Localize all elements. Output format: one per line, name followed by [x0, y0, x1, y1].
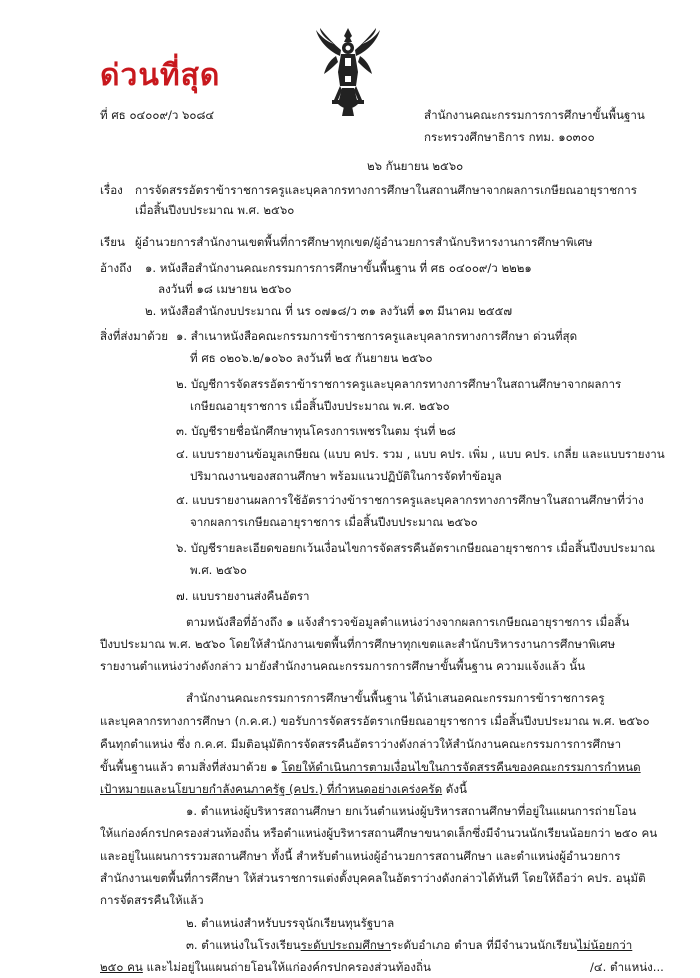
recipient-label: เรียน — [100, 235, 125, 249]
enclosure-item: เกษียณอายุราชการ เมื่อสิ้นปีงบประมาณ พ.ศ. ๒๕๖๐ — [190, 399, 450, 413]
enclosure-item: ๓. บัญชีรายชื่อนักศึกษาทุนโครงการเพชรในตม รุ่นที่ ๒๘ — [176, 424, 456, 438]
underlined-text: ๒๕๐ คน — [100, 960, 143, 974]
enclosure-item: ๕. แบบรายงานผลการใช้อัตราว่างข้าราชการครูและบุคลากรทางการศึกษาในสถานศึกษาที่ว่าง — [176, 493, 644, 507]
reference-item: ๒. หนังสือสำนักงบประมาณ ที่ นร ๐๗๑๘/ว ๓๑ ลงวันที่ ๑๓ มีนาคม ๒๕๕๗ — [145, 304, 513, 318]
plain-text: และไม่อยู่ในแผนถ่ายโอนให้แก่องค์กรปกครองส่วนท้องถิ่น — [142, 960, 431, 974]
list-item-line: การจัดสรรคืนให้แล้ว — [100, 893, 204, 907]
page-continuation: /๔. ตำแหน่ง... — [590, 960, 664, 974]
document-date: ๒๖ กันยายน ๒๕๖๐ — [367, 159, 464, 173]
recipient-text: ผู้อำนวยการสำนักงานเขตพื้นที่การศึกษาทุกเขต/ผู้อำนวยการสำนักบริหารงานการศึกษาพิเศษ — [135, 235, 593, 249]
underlined-text: ระดับประถมศึกษา — [300, 938, 392, 952]
reference-item: ๑. หนังสือสำนักงานคณะกรรมการการศึกษาขั้นพื้นฐาน ที่ ศธ ๐๔๐๐๙/ว ๒๒๒๑ — [145, 261, 532, 275]
enclosure-item: ๔. แบบรายงานข้อมูลเกษียณ (แบบ คปร. รวม , แบบ คปร. เพิ่ม , แบบ คปร. เกลี่ย และแบบรายงาน — [176, 447, 665, 461]
underlined-text: โดยให้ดำเนินการตามเงื่อนไขในการจัดสรรคืนของคณะกรรมการกำหนด — [281, 760, 641, 774]
agency-name: สำนักงานคณะกรรมการการศึกษาขั้นพื้นฐาน — [424, 108, 645, 122]
subject-label: เรื่อง — [100, 183, 123, 197]
list-item-line: สำนักงานเขตพื้นที่การศึกษา ให้ส่วนราชการแต่งตั้งบุคคลในอัตราว่างดังกล่าวได้ทันที โดยให้ถือว่า คปร. อนุมัติ — [100, 871, 646, 885]
paragraph-line: ปีงบประมาณ พ.ศ. ๒๕๖๐ โดยให้สำนักงานเขตพื้นที่การศึกษาทุกเขตและสำนักบริหารงานการศึกษาพิเศษ — [100, 637, 616, 651]
enclosure-item: ที่ ศธ ๐๒๐๖.๒/๑๐๖๐ ลงวันที่ ๒๕ กันยายน ๒๕๖๐ — [190, 351, 433, 365]
plain-text: ระดับอำเภอ ตำบล ที่มีจำนวนนักเรียน — [391, 938, 578, 952]
plain-text: ๓. ตำแหน่งในโรงเรียน — [186, 938, 301, 952]
paragraph-line: และบุคลากรทางการศึกษา (ก.ค.ศ.) ขอรับการจัดสรรอัตราเกษียณอายุราชการ เมื่อสิ้นปีงบประมาณ พ.ศ. ๒๕๖๐ — [100, 714, 650, 728]
enclosure-item: พ.ศ. ๒๕๖๐ — [190, 563, 247, 577]
enclosure-item: ๖. บัญชีรายละเอียดขอยกเว้นเงื่อนไขการจัดสรรคืนอัตราเกษียณอายุราชการ เมื่อสิ้นปีงบประมาณ — [176, 541, 655, 555]
enclosures-label: สิ่งที่ส่งมาด้วย — [100, 329, 169, 343]
agency-address: กระทรวงศึกษาธิการ กทม. ๑๐๓๐๐ — [424, 130, 595, 144]
paragraph-line — [100, 779, 467, 799]
references-label: อ้างถึง — [100, 261, 132, 275]
enclosure-item: จากผลการเกษียณอายุราชการ เมื่อสิ้นปีงบประมาณ ๒๕๖๐ — [190, 515, 478, 529]
list-item-line: ๑. ตำแหน่งผู้บริหารสถานศึกษา ยกเว้นตำแหน่งผู้บริหารสถานศึกษาที่อยู่ในแผนการถ่ายโอน — [186, 804, 637, 818]
enclosure-item: ๒. บัญชีการจัดสรรอัตราข้าราชการครูและบุคลากรทางการศึกษาในสถานศึกษาจากผลการ — [176, 377, 622, 391]
list-item-line: ๒. ตำแหน่งสำหรับบรรจุนักเรียนทุนรัฐบาล — [186, 916, 395, 930]
underlined-text: ไม่น้อยกว่า — [577, 938, 633, 952]
paragraph-line: สำนักงานคณะกรรมการการศึกษาขั้นพื้นฐาน ได้นำเสนอคณะกรรมการข้าราชการครู — [186, 691, 605, 705]
list-item-line — [186, 935, 632, 955]
paragraph-line: ตามหนังสือที่อ้างถึง ๑ แจ้งสำรวจข้อมูลตำแหน่งว่างจากผลการเกษียณอายุราชการ เมื่อสิ้น — [186, 615, 630, 629]
enclosure-item: ๗. แบบรายงานส่งคืนอัตรา — [176, 589, 310, 603]
urgency-stamp: ด่วนที่สุด — [100, 58, 221, 93]
paragraph-line: คืนทุกตำแหน่ง ซึ่ง ก.ค.ศ. มีมติอนุมัติการจัดสรรคืนอัตราว่างดังกล่าวให้สำนักงานคณะกรรมการการศึกษา — [100, 737, 622, 751]
plain-text: ดังนี้ — [442, 782, 467, 796]
enclosure-item: ปริมาณงานของสถานศึกษา พร้อมแนวปฏิบัติในการจัดทำข้อมูล — [190, 469, 502, 483]
reference-item: ลงวันที่ ๑๘ เมษายน ๒๕๖๐ — [158, 282, 292, 296]
paragraph-line — [100, 757, 641, 777]
subject-line: การจัดสรรอัตราข้าราชการครูและบุคลากรทางการศึกษาในสถานศึกษาจากผลการเกษียณอายุราชการ — [135, 183, 637, 197]
document-number: ที่ ศธ ๐๔๐๐๙/ว ๖๐๘๔ — [100, 108, 215, 122]
list-item-line: ให้แก่องค์กรปกครองส่วนท้องถิ่น หรือตำแหน่งผู้บริหารสถานศึกษาขนาดเล็กซึ่งมีจำนวนนักเรียนน้อยกว่า ๒๕๐ คน — [100, 826, 658, 840]
paragraph-line: รายงานตำแหน่งว่างดังกล่าว มายังสำนักงานคณะกรรมการการศึกษาขั้นพื้นฐาน ความแจ้งแล้ว นั้น — [100, 659, 586, 673]
underlined-text: เป้าหมายและนโยบายกำลังคนภาครัฐ (คปร.) ที่กำหนดอย่างเคร่งครัด — [100, 782, 443, 796]
plain-text: ขั้นพื้นฐานแล้ว ตามสิ่งที่ส่งมาด้วย ๑ — [100, 760, 282, 774]
garuda-emblem-icon — [314, 26, 382, 118]
enclosure-item: ๑. สำเนาหนังสือคณะกรรมการข้าราชการครูและบุคลากรทางการศึกษา ด่วนที่สุด — [176, 329, 578, 343]
list-item-line — [100, 957, 431, 977]
subject-line: เมื่อสิ้นปีงบประมาณ พ.ศ. ๒๕๖๐ — [135, 203, 295, 217]
list-item-line: และอยู่ในแผนการรวมสถานศึกษา ทั้งนี้ สำหรับตำแหน่งผู้อำนวยการสถานศึกษา และตำแหน่งผู้อำนวยการ — [100, 849, 621, 863]
